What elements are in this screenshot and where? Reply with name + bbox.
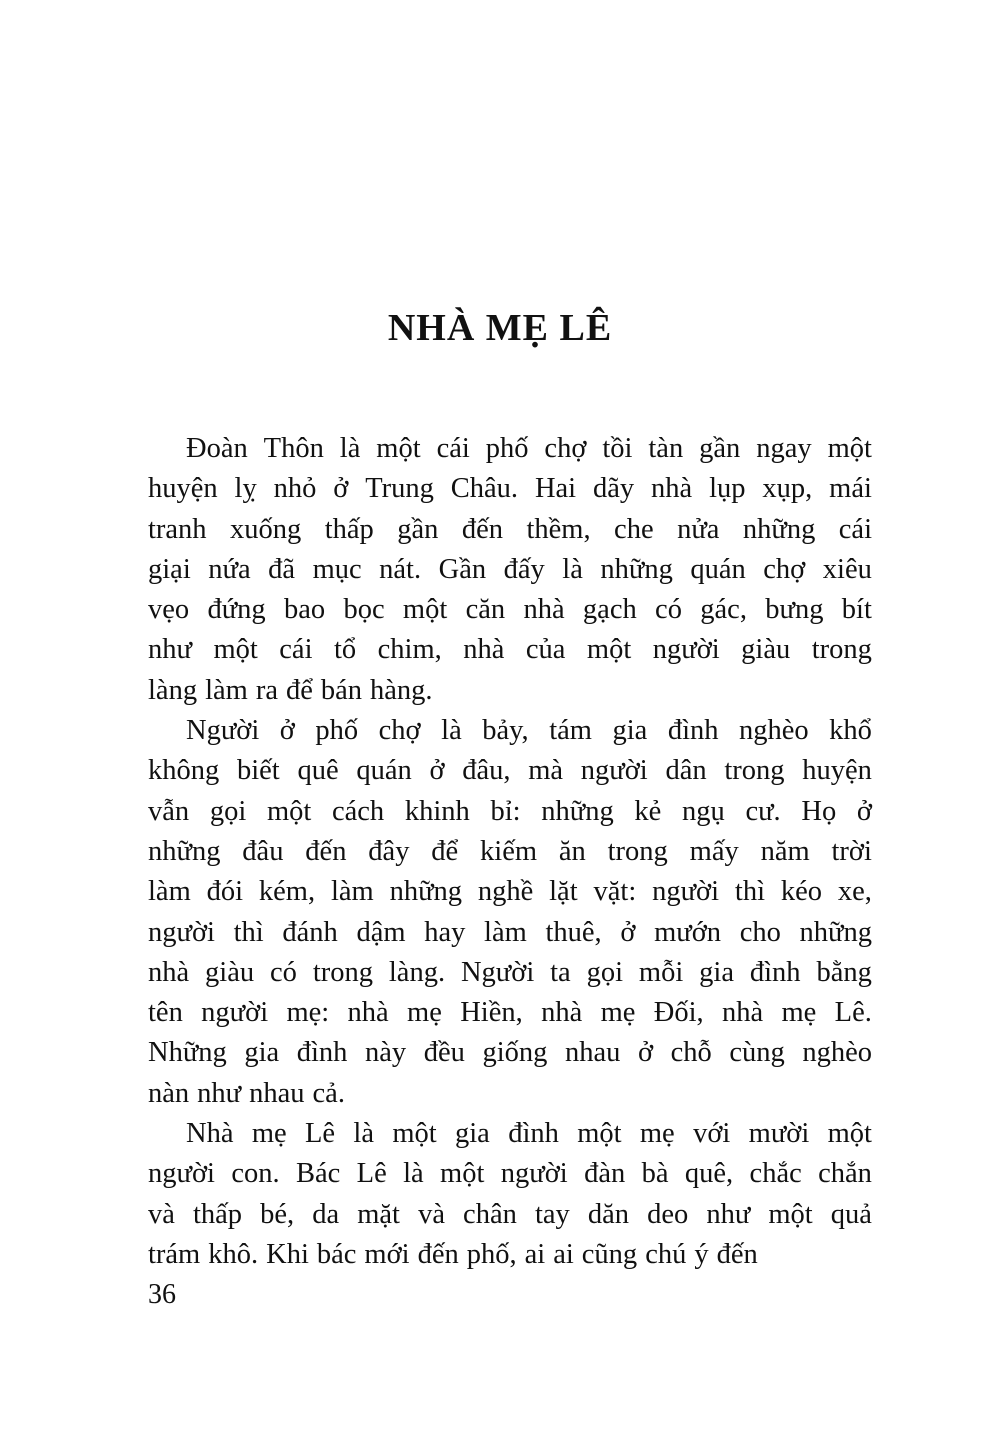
word: mẹ bbox=[600, 997, 636, 1029]
word: Nhà bbox=[186, 1118, 234, 1150]
word: chỗ bbox=[670, 1037, 712, 1069]
word: Lê bbox=[356, 1158, 387, 1190]
word: một bbox=[586, 634, 632, 666]
word: xuống bbox=[230, 513, 302, 545]
word: cả. bbox=[312, 1077, 345, 1109]
word: chợ bbox=[378, 715, 421, 747]
word: căn bbox=[465, 594, 506, 626]
word: trám bbox=[148, 1238, 201, 1270]
word: mẹ: bbox=[286, 997, 330, 1029]
word: những bbox=[148, 835, 221, 867]
text-line bbox=[148, 1154, 872, 1194]
word: đến bbox=[461, 513, 504, 545]
word: có bbox=[270, 956, 297, 988]
word: Những bbox=[148, 1037, 227, 1069]
word: mẹ bbox=[639, 1118, 675, 1150]
page-number: 36 bbox=[148, 1279, 176, 1310]
word: nhà bbox=[463, 634, 505, 666]
text-line bbox=[148, 913, 872, 953]
word: chợ bbox=[544, 433, 587, 464]
word: cùng bbox=[729, 1037, 785, 1069]
word: một bbox=[213, 634, 258, 666]
word: quả bbox=[830, 1198, 872, 1230]
word: Lê bbox=[305, 1118, 336, 1150]
word: để bbox=[285, 674, 313, 706]
word: tồi bbox=[602, 433, 633, 464]
text-line bbox=[148, 1235, 872, 1275]
word: nhà bbox=[347, 997, 389, 1029]
word: bọc bbox=[343, 594, 385, 626]
word: ở bbox=[333, 473, 349, 505]
word: ở bbox=[279, 715, 295, 747]
word: ta bbox=[550, 956, 571, 988]
word: mướn bbox=[654, 916, 722, 948]
word: nghèo bbox=[802, 1037, 872, 1069]
word: ở bbox=[429, 755, 445, 787]
word: mẹ bbox=[251, 1118, 287, 1150]
word: dãy bbox=[593, 473, 635, 505]
word: đứng bbox=[207, 594, 266, 626]
word: ở bbox=[620, 916, 636, 948]
word: làm bbox=[148, 876, 191, 908]
word: đến bbox=[305, 835, 347, 867]
word: Bác bbox=[295, 1158, 341, 1190]
word: này bbox=[365, 1037, 407, 1069]
text-line bbox=[148, 590, 872, 630]
word: cái bbox=[436, 433, 470, 464]
word: phố bbox=[315, 715, 359, 747]
word: quê, bbox=[684, 1158, 734, 1190]
word: giại bbox=[148, 553, 191, 585]
word: nhỏ bbox=[273, 473, 317, 505]
word: một bbox=[402, 594, 448, 626]
word: chú bbox=[645, 1238, 687, 1270]
word: giàu bbox=[741, 634, 791, 666]
word: cách bbox=[331, 795, 385, 827]
word: tên bbox=[148, 997, 183, 1029]
word: vẫn bbox=[148, 795, 190, 827]
text-line bbox=[148, 671, 872, 711]
text-line bbox=[148, 993, 872, 1033]
word: mái bbox=[829, 473, 872, 505]
text-line bbox=[148, 711, 872, 751]
word: Họ bbox=[801, 795, 837, 827]
word: giống bbox=[482, 1037, 548, 1069]
word: nát. bbox=[379, 553, 422, 585]
word: nhà bbox=[148, 956, 190, 988]
word: giàu bbox=[205, 956, 255, 988]
text-line bbox=[148, 953, 872, 993]
word: ra bbox=[255, 674, 278, 706]
word: một bbox=[768, 1198, 813, 1230]
word: phố bbox=[485, 433, 529, 464]
word: trong bbox=[312, 956, 373, 988]
word: gần bbox=[397, 513, 439, 545]
word: khổ bbox=[829, 715, 872, 747]
word: deo bbox=[647, 1198, 689, 1230]
word: Hai bbox=[534, 473, 577, 505]
word: khinh bbox=[404, 795, 470, 827]
word: lặt bbox=[549, 876, 578, 908]
word: gọi bbox=[586, 956, 624, 988]
word: cư. bbox=[745, 795, 781, 827]
word: ngay bbox=[756, 433, 812, 464]
word: mẹ bbox=[781, 997, 817, 1029]
word: như bbox=[197, 1077, 242, 1109]
word: Hiền, bbox=[460, 997, 523, 1029]
text-line bbox=[148, 1074, 872, 1114]
word: là bbox=[441, 715, 462, 747]
word: Thôn bbox=[263, 433, 324, 464]
word: nhà bbox=[651, 473, 693, 505]
word: một bbox=[827, 1118, 872, 1150]
word: vẹo bbox=[148, 594, 190, 626]
word: gạch bbox=[582, 594, 637, 626]
word: một bbox=[440, 1158, 485, 1190]
word: trong bbox=[724, 755, 785, 787]
word: không bbox=[148, 755, 220, 787]
word: nghèo bbox=[739, 715, 809, 747]
word: làm bbox=[484, 916, 527, 948]
word: Người bbox=[186, 715, 260, 747]
word: là bbox=[353, 1118, 374, 1150]
word: nứa bbox=[208, 553, 251, 585]
word: dân bbox=[665, 755, 707, 787]
word: những bbox=[799, 916, 872, 948]
word: đàn bbox=[584, 1158, 626, 1190]
word: bé, bbox=[260, 1198, 295, 1230]
word: vặt: bbox=[593, 876, 637, 908]
word: cho bbox=[739, 916, 781, 948]
word: quán bbox=[356, 755, 412, 787]
word: những bbox=[389, 876, 463, 908]
word: đã bbox=[268, 553, 296, 585]
word: đều bbox=[423, 1037, 465, 1069]
word: đói bbox=[206, 876, 244, 908]
word: tranh bbox=[148, 513, 207, 545]
word: ở bbox=[856, 795, 872, 827]
word: đình bbox=[296, 1037, 348, 1069]
word: phố, bbox=[466, 1238, 517, 1270]
word: tay bbox=[534, 1198, 570, 1230]
word: Đoàn bbox=[186, 433, 248, 464]
body-text bbox=[148, 429, 872, 1275]
word: kiếm bbox=[480, 835, 538, 867]
word: xe, bbox=[837, 876, 872, 908]
word: bà bbox=[641, 1158, 669, 1190]
word: một bbox=[577, 1118, 622, 1150]
word: Trung bbox=[365, 473, 434, 505]
word: khô. bbox=[208, 1238, 259, 1270]
word: năm bbox=[760, 835, 810, 867]
word: Châu. bbox=[450, 473, 519, 505]
word: đình bbox=[667, 715, 719, 747]
word: biết bbox=[236, 755, 280, 787]
word: nhau bbox=[564, 1037, 621, 1069]
word: hay bbox=[424, 916, 466, 948]
word: thấp bbox=[192, 1198, 243, 1230]
word: chợ bbox=[763, 553, 806, 585]
word: mà bbox=[528, 755, 564, 787]
word: đình bbox=[749, 956, 801, 988]
word: người bbox=[148, 1158, 215, 1190]
word: gần bbox=[699, 433, 741, 464]
word: che bbox=[614, 513, 654, 545]
word: nửa bbox=[677, 513, 720, 545]
word: người bbox=[500, 1158, 568, 1190]
word: người bbox=[652, 634, 720, 666]
word: đâu bbox=[242, 835, 284, 867]
word: Gần bbox=[438, 553, 487, 585]
word: một bbox=[376, 433, 421, 464]
word: xụp, bbox=[762, 473, 813, 505]
word: bỉ: bbox=[490, 795, 521, 827]
text-line bbox=[148, 510, 872, 550]
word: thì bbox=[233, 916, 264, 948]
text-line bbox=[148, 751, 872, 791]
word: gia bbox=[244, 1037, 280, 1069]
word: Người bbox=[460, 956, 535, 988]
word: đến bbox=[716, 1238, 758, 1270]
word: bít bbox=[841, 594, 872, 626]
word: chân bbox=[463, 1198, 517, 1230]
word: mấy bbox=[689, 835, 739, 867]
word: đình bbox=[508, 1118, 559, 1150]
text-line bbox=[148, 1114, 872, 1154]
text-line bbox=[148, 550, 872, 590]
chapter-title: NHÀ MẸ LÊ bbox=[387, 307, 613, 349]
word: đấy bbox=[503, 553, 545, 585]
word: trời bbox=[831, 835, 872, 867]
word: kém, bbox=[258, 876, 316, 908]
word: những bbox=[742, 513, 816, 545]
word: kéo bbox=[780, 876, 823, 908]
word: tổ bbox=[333, 634, 357, 666]
word: gia bbox=[612, 715, 648, 747]
word: nhà bbox=[541, 997, 583, 1029]
word: gác, bbox=[700, 594, 747, 626]
word: ai bbox=[553, 1238, 574, 1270]
word: bưng bbox=[765, 594, 824, 626]
word: là bbox=[339, 433, 361, 464]
word: da bbox=[312, 1198, 340, 1230]
text-line bbox=[148, 832, 872, 872]
word: mỗi bbox=[638, 956, 684, 988]
word: một bbox=[827, 433, 872, 464]
word: ngụ bbox=[682, 795, 725, 827]
word: nhà bbox=[721, 997, 764, 1029]
word: nàn bbox=[148, 1077, 190, 1109]
text-line bbox=[148, 792, 872, 832]
word: Khi bbox=[266, 1238, 309, 1270]
word: mười bbox=[748, 1118, 810, 1150]
text-line bbox=[148, 630, 872, 670]
word: đâu, bbox=[462, 755, 511, 787]
word: đến bbox=[417, 1238, 459, 1270]
word: là bbox=[562, 553, 583, 585]
word: ở bbox=[637, 1037, 654, 1069]
word: bán bbox=[320, 674, 363, 706]
word: mới bbox=[364, 1238, 410, 1270]
text-line bbox=[148, 872, 872, 912]
word: dậm bbox=[356, 916, 406, 948]
word: gia bbox=[699, 956, 734, 988]
word: ai bbox=[524, 1238, 546, 1270]
word: ý bbox=[694, 1238, 709, 1270]
word: một bbox=[392, 1118, 437, 1150]
word: bao bbox=[283, 594, 326, 626]
word: cái bbox=[279, 634, 313, 666]
word: làm bbox=[330, 876, 374, 908]
word: mẹ bbox=[407, 997, 442, 1029]
word: thì bbox=[734, 876, 765, 908]
word: Lê. bbox=[834, 997, 872, 1029]
word: chắn bbox=[818, 1158, 872, 1190]
word: như bbox=[148, 634, 192, 666]
word: gia bbox=[455, 1118, 490, 1150]
word: như bbox=[706, 1198, 751, 1230]
word: con. bbox=[231, 1158, 280, 1190]
word: bảy, bbox=[482, 715, 529, 747]
word: huyện bbox=[802, 755, 872, 787]
word: thềm, bbox=[526, 513, 591, 545]
word: lỵ bbox=[234, 473, 257, 505]
text-line bbox=[148, 1195, 872, 1235]
text-line bbox=[148, 429, 872, 469]
word: nhau bbox=[249, 1077, 305, 1109]
word: những bbox=[541, 795, 614, 827]
word: ăn bbox=[558, 835, 586, 867]
word: gọi bbox=[209, 795, 247, 827]
word: xiêu bbox=[822, 553, 872, 585]
word: làm bbox=[205, 674, 248, 706]
word: Đối, bbox=[653, 997, 704, 1029]
word: có bbox=[655, 594, 682, 626]
word: người bbox=[580, 755, 648, 787]
word: cũng bbox=[581, 1238, 638, 1270]
word: huyện bbox=[148, 473, 218, 505]
word: nghề bbox=[477, 876, 534, 908]
word: mục bbox=[312, 553, 362, 585]
word: đây bbox=[368, 835, 410, 867]
word: những bbox=[600, 553, 673, 585]
word: là bbox=[403, 1158, 424, 1190]
word: nhà bbox=[523, 594, 565, 626]
word: thấp bbox=[324, 513, 374, 545]
text-line bbox=[148, 469, 872, 509]
word: làng. bbox=[388, 956, 446, 988]
word: với bbox=[693, 1118, 731, 1150]
word: hàng. bbox=[370, 674, 433, 706]
word: một bbox=[266, 795, 312, 827]
word: bằng bbox=[816, 956, 872, 988]
word: trong bbox=[607, 835, 668, 867]
word: và bbox=[148, 1198, 175, 1230]
word: của bbox=[525, 634, 566, 666]
word: trong bbox=[811, 634, 872, 666]
word: người bbox=[652, 876, 720, 908]
word: người bbox=[201, 997, 269, 1029]
word: chắc bbox=[749, 1158, 802, 1190]
text-line bbox=[148, 1033, 872, 1073]
word: dăn bbox=[587, 1198, 629, 1230]
word: làng bbox=[148, 674, 198, 706]
word: quán bbox=[690, 553, 746, 585]
word: đánh bbox=[282, 916, 338, 948]
word: lụp bbox=[709, 473, 746, 505]
word: người bbox=[148, 916, 215, 948]
word: tàn bbox=[648, 433, 684, 464]
word: và bbox=[418, 1198, 445, 1230]
word: cái bbox=[838, 513, 872, 545]
word: tám bbox=[549, 715, 592, 747]
word: thuê, bbox=[545, 916, 602, 948]
word: quê bbox=[297, 755, 339, 787]
word: bác bbox=[316, 1238, 357, 1270]
word: chim, bbox=[377, 634, 442, 666]
word: mặt bbox=[357, 1198, 400, 1230]
word: để bbox=[431, 835, 459, 867]
word: kẻ bbox=[634, 795, 662, 827]
